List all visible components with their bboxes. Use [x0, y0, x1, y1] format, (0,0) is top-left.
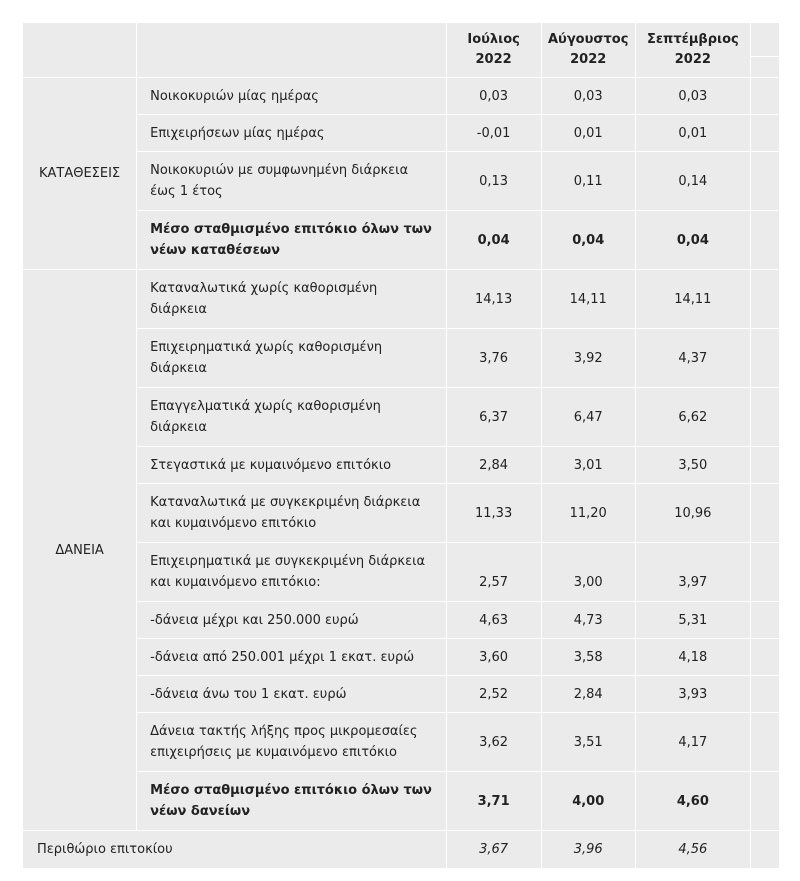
- extra-cell: [750, 78, 779, 115]
- table-row: [23, 78, 780, 115]
- column-month: Ιούλιος: [467, 32, 520, 47]
- extra-cell: [750, 388, 779, 447]
- extra-cell: [750, 543, 779, 602]
- table-row: [23, 388, 780, 447]
- value-august: 3,96: [541, 831, 635, 869]
- table-row: [23, 484, 780, 543]
- value-august: 0,03: [541, 78, 635, 115]
- value-july: 2,52: [446, 676, 541, 713]
- row-label: Στεγαστικά με κυμαινόμενο επιτόκιο: [137, 447, 446, 484]
- value-august: 3,01: [541, 447, 635, 484]
- value-august: 3,58: [541, 639, 635, 676]
- value-august: 0,11: [541, 152, 635, 211]
- extra-cell: [750, 602, 779, 639]
- row-label: -δάνεια άνω του 1 εκατ. ευρώ: [137, 676, 446, 713]
- table-row: [23, 152, 780, 211]
- interest-rates-table: [22, 22, 780, 869]
- value-july: 3,62: [446, 713, 541, 772]
- category-deposits: ΚΑΤΑΘΕΣΕΙΣ: [23, 78, 137, 270]
- value-september: 10,96: [635, 484, 750, 543]
- value-august: 2,84: [541, 676, 635, 713]
- table-row: [23, 602, 780, 639]
- row-label: Νοικοκυριών μίας ημέρας: [137, 78, 446, 115]
- value-september: 0,01: [635, 115, 750, 152]
- value-september: 3,97: [635, 543, 750, 602]
- table-row-margin: [23, 831, 780, 869]
- column-year: 2022: [475, 52, 512, 67]
- row-label: Επιχειρηματικά με συγκεκριμένη διάρκεια και κυμαινόμενο επιτόκιο:: [137, 543, 446, 602]
- column-header-september: [635, 23, 750, 78]
- table-row-total: [23, 211, 780, 270]
- header-empty-description: [137, 23, 446, 78]
- table-row: [23, 329, 780, 388]
- extra-cell: [750, 639, 779, 676]
- extra-cell: [750, 676, 779, 713]
- value-august: 6,47: [541, 388, 635, 447]
- value-july: 3,60: [446, 639, 541, 676]
- value-september: 0,04: [635, 211, 750, 270]
- value-august: 4,73: [541, 602, 635, 639]
- table-row: [23, 676, 780, 713]
- value-september: 0,14: [635, 152, 750, 211]
- value-july: 0,04: [446, 211, 541, 270]
- value-july: 0,13: [446, 152, 541, 211]
- value-september: 4,37: [635, 329, 750, 388]
- extra-cell: [750, 211, 779, 270]
- value-july: 11,33: [446, 484, 541, 543]
- value-september: 4,60: [635, 772, 750, 831]
- value-september: 3,93: [635, 676, 750, 713]
- value-september: 4,17: [635, 713, 750, 772]
- value-september: 6,62: [635, 388, 750, 447]
- extra-cell: [750, 329, 779, 388]
- value-september: 4,18: [635, 639, 750, 676]
- column-header-july: [446, 23, 541, 78]
- extra-cell: [750, 484, 779, 543]
- header-extra-cell: [750, 23, 779, 78]
- row-label: Επιχειρηματικά χωρίς καθορισμένη διάρκεια: [137, 329, 446, 388]
- row-label: Καταναλωτικά χωρίς καθορισμένη διάρκεια: [137, 270, 446, 329]
- table-row-total: [23, 772, 780, 831]
- extra-cell: [750, 270, 779, 329]
- value-august: 0,01: [541, 115, 635, 152]
- extra-cell: [750, 152, 779, 211]
- extra-cell: [750, 115, 779, 152]
- value-august: 3,51: [541, 713, 635, 772]
- column-header-august: [541, 23, 635, 78]
- row-label: -δάνεια μέχρι και 250.000 ευρώ: [137, 602, 446, 639]
- row-label: Καταναλωτικά με συγκεκριμένη διάρκεια και κυμαινόμενο επιτόκιο: [137, 484, 446, 543]
- value-july: 3,67: [446, 831, 541, 869]
- header-row: [23, 23, 780, 78]
- value-august: 4,00: [541, 772, 635, 831]
- extra-cell: [750, 772, 779, 831]
- extra-cell: [750, 831, 779, 869]
- value-august: 0,04: [541, 211, 635, 270]
- extra-cell: [750, 447, 779, 484]
- value-july: 2,84: [446, 447, 541, 484]
- row-label: Μέσο σταθμισμένο επιτόκιο όλων των νέων καταθέσεων: [137, 211, 446, 270]
- column-year: 2022: [674, 52, 711, 67]
- value-august: 3,00: [541, 543, 635, 602]
- row-label: Επαγγελματικά χωρίς καθορισμένη διάρκεια: [137, 388, 446, 447]
- row-label: Περιθώριο επιτοκίου: [23, 831, 447, 869]
- value-july: 0,03: [446, 78, 541, 115]
- value-july: -0,01: [446, 115, 541, 152]
- value-september: 0,03: [635, 78, 750, 115]
- value-august: 11,20: [541, 484, 635, 543]
- category-loans: ΔΑΝΕΙΑ: [23, 270, 137, 831]
- value-august: 3,92: [541, 329, 635, 388]
- value-july: 2,57: [446, 543, 541, 602]
- header-empty-category: [23, 23, 137, 78]
- table-row: [23, 115, 780, 152]
- table-row: [23, 270, 780, 329]
- row-label: Δάνεια τακτής λήξης προς μικρομεσαίες επιχειρήσεις με κυμαινόμενο επιτόκιο: [137, 713, 446, 772]
- row-label: Νοικοκυριών με συμφωνημένη διάρκεια έως 1 έτος: [137, 152, 446, 211]
- value-july: 3,76: [446, 329, 541, 388]
- value-september: 4,56: [635, 831, 750, 869]
- column-year: 2022: [570, 52, 607, 67]
- extra-cell: [750, 713, 779, 772]
- value-august: 14,11: [541, 270, 635, 329]
- value-september: 3,50: [635, 447, 750, 484]
- table-row: [23, 543, 780, 602]
- row-label: Μέσο σταθμισμένο επιτόκιο όλων των νέων δανείων: [137, 772, 446, 831]
- column-month: Σεπτέμβριος: [646, 32, 739, 47]
- table-row: [23, 447, 780, 484]
- table-row: [23, 639, 780, 676]
- row-label: -δάνεια από 250.001 μέχρι 1 εκατ. ευρώ: [137, 639, 446, 676]
- value-september: 5,31: [635, 602, 750, 639]
- value-july: 14,13: [446, 270, 541, 329]
- value-july: 3,71: [446, 772, 541, 831]
- row-label: Επιχειρήσεων μίας ημέρας: [137, 115, 446, 152]
- value-july: 6,37: [446, 388, 541, 447]
- table-row: [23, 713, 780, 772]
- value-july: 4,63: [446, 602, 541, 639]
- value-september: 14,11: [635, 270, 750, 329]
- column-month: Αύγουστος: [547, 32, 629, 47]
